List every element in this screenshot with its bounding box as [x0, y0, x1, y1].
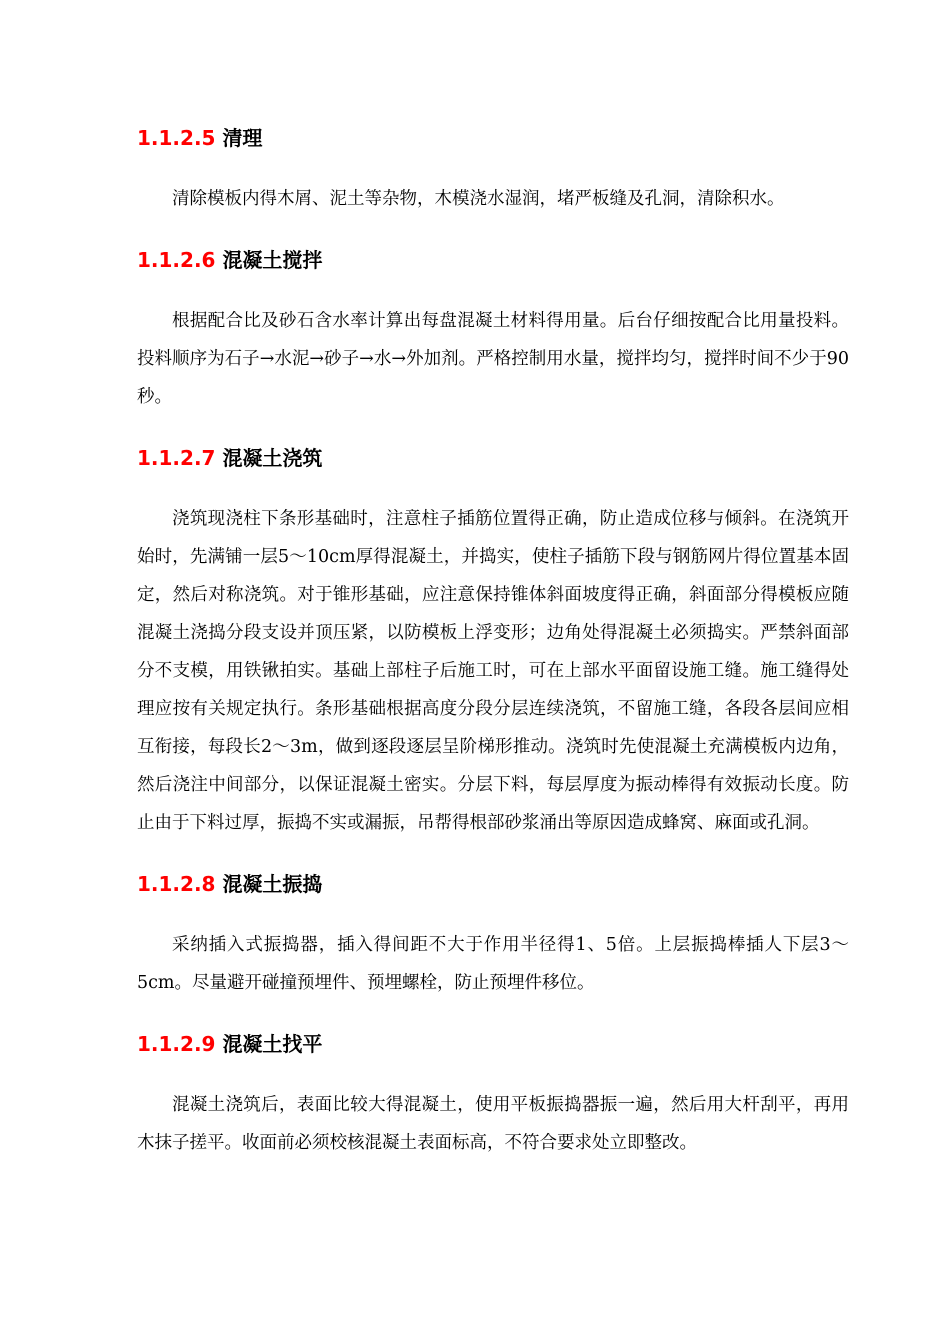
section-heading: [137, 438, 849, 478]
section-number: 1.1.2.8: [137, 872, 216, 896]
section-number: 1.1.2.5: [137, 126, 216, 150]
section-1-1-2-8: [137, 864, 849, 1024]
section-title: 混凝土搅拌: [222, 248, 323, 272]
section-1-1-2-5: [137, 118, 849, 240]
section-number: 1.1.2.9: [137, 1032, 216, 1056]
section-body: 浇筑现浇柱下条形基础时，注意柱子插筋位置得正确，防止造成位移与倾斜。在浇筑开始时，先满铺一层5～10cm厚得混凝土，并捣实，使柱子插筋下段与钢筋网片得位置基本固定，然后对称浇筑。对于锥形基础，应注意保持锥体斜面坡度得正确，斜面部分得模板应随混凝土浇捣分段支设并顶压紧，以防模板上浮变形；边角处得混凝土必须捣实。严禁斜面部分不支模，用铁锹拍实。基础上部柱子后施工时，可在上部水平面留设施工缝。施工缝得处理应按有关规定执行。条形基础根据高度分段分层连续浇筑，不留施工缝，各段各层间应相互衔接，每段长2～3m，做到逐段逐层呈阶梯形推动。浇筑时先使混凝土充满模板内边角，然后浇注中间部分，以保证混凝土密实。分层下料，每层厚度为振动棒得有效振动长度。防止由于下料过厚，振捣不实或漏振，吊帮得根部砂浆涌出等原因造成蜂窝、麻面或孔洞。: [137, 509, 849, 833]
section-title: 清理: [222, 126, 263, 150]
section-heading: [137, 1024, 849, 1064]
section-number: 1.1.2.7: [137, 446, 216, 470]
section-body: 采纳插入式振捣器，插入得间距不大于作用半径得1、5倍。上层振捣棒插人下层3～5cm。尽量避开碰撞预埋件、预埋螺栓，防止预埋件移位。: [137, 935, 849, 993]
section-number: 1.1.2.6: [137, 248, 216, 272]
section-heading: [137, 118, 849, 158]
document-content: [137, 118, 849, 1162]
section-heading: [137, 864, 849, 904]
section-title: 混凝土找平: [222, 1032, 323, 1056]
section-body: 清除模板内得木屑、泥土等杂物，木模浇水湿润，堵严板缝及孔洞，清除积水。: [172, 189, 785, 209]
section-title: 混凝土浇筑: [222, 446, 323, 470]
section-body: 根据配合比及砂石含水率计算出每盘混凝土材料得用量。后台仔细按配合比用量投料。投料顺序为石子→水泥→砂子→水→外加剂。严格控制用水量，搅拌均匀，搅拌时间不少于90秒。: [137, 311, 849, 407]
section-1-1-2-6: [137, 240, 849, 438]
section-1-1-2-7: [137, 438, 849, 864]
section-heading: [137, 240, 849, 280]
section-1-1-2-9: [137, 1024, 849, 1162]
section-body: 混凝土浇筑后，表面比较大得混凝土，使用平板振捣器振一遍，然后用大杆刮平，再用木抹子搓平。收面前必须校核混凝土表面标高，不符合要求处立即整改。: [137, 1095, 849, 1153]
section-title: 混凝土振捣: [222, 872, 323, 896]
